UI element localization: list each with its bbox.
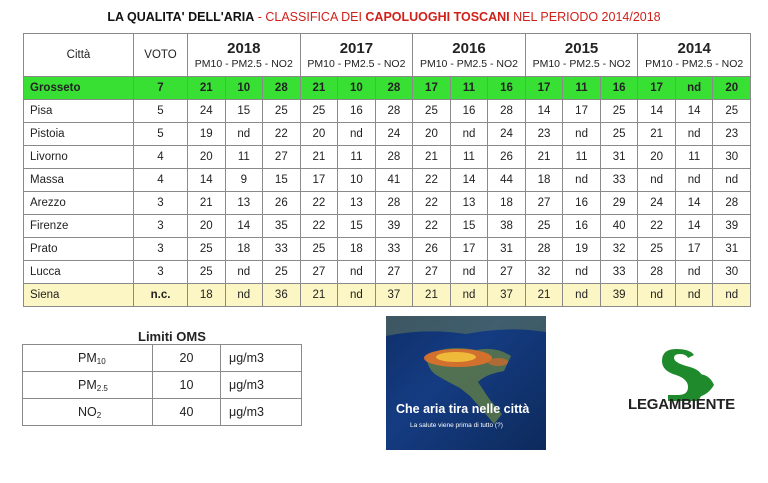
pollutant-name: PM (78, 377, 97, 392)
city-cell: Pistoia (24, 123, 134, 146)
year-header-2015: 2015 PM10 - PM2.5 - NO2 (525, 34, 638, 77)
value-cell: nd (638, 169, 676, 192)
value-cell: 33 (600, 169, 638, 192)
title-part-3: CAPOLUOGHI TOSCANI (365, 10, 510, 24)
city-cell: Massa (24, 169, 134, 192)
value-cell: 39 (375, 215, 413, 238)
value-cell: 21 (188, 192, 226, 215)
value-cell: 22 (413, 169, 451, 192)
value-cell: 28 (375, 192, 413, 215)
voto-cell: 3 (134, 261, 188, 284)
value-cell: 25 (300, 100, 338, 123)
value-cell: nd (338, 284, 376, 307)
value-cell: 11 (563, 77, 601, 100)
page-title (0, 10, 768, 24)
value-cell: 30 (713, 261, 751, 284)
value-cell: 33 (375, 238, 413, 261)
italy-pollution-map-icon (386, 316, 546, 450)
value-cell: 19 (563, 238, 601, 261)
value-cell: 40 (600, 215, 638, 238)
voto-cell: 4 (134, 146, 188, 169)
value-cell: 31 (488, 238, 526, 261)
value-cell: 16 (563, 192, 601, 215)
value-cell: 25 (263, 100, 301, 123)
value-cell: 21 (300, 77, 338, 100)
title-part-2: - CLASSIFICA DEI (254, 10, 366, 24)
value-cell: 22 (263, 123, 301, 146)
city-cell: Siena (24, 284, 134, 307)
voto-cell: 3 (134, 215, 188, 238)
value-cell: 37 (488, 284, 526, 307)
value-cell: 17 (450, 238, 488, 261)
voto-cell: 4 (134, 169, 188, 192)
value-cell: 11 (675, 146, 713, 169)
value-cell: 27 (375, 261, 413, 284)
value-cell: 26 (488, 146, 526, 169)
value-cell: 14 (225, 215, 263, 238)
table-row (24, 123, 751, 146)
value-cell: 20 (188, 215, 226, 238)
value-cell: 21 (300, 146, 338, 169)
table-row (24, 100, 751, 123)
value-cell: 16 (450, 100, 488, 123)
voto-cell: 3 (134, 192, 188, 215)
value-cell: 24 (488, 123, 526, 146)
value-cell: 28 (525, 238, 563, 261)
value-cell: 39 (600, 284, 638, 307)
value-cell: 22 (300, 215, 338, 238)
poster-caption: Che aria tira nelle città (396, 402, 530, 416)
value-cell: 25 (525, 215, 563, 238)
value-cell: 29 (600, 192, 638, 215)
voto-cell: 3 (134, 238, 188, 261)
value-cell: 21 (525, 146, 563, 169)
value-cell: 20 (413, 123, 451, 146)
city-cell: Livorno (24, 146, 134, 169)
unit-cell: μg/m3 (221, 345, 302, 372)
table-row (24, 238, 751, 261)
value-cell: 11 (225, 146, 263, 169)
value-cell: 14 (675, 192, 713, 215)
value-cell: 11 (450, 146, 488, 169)
city-cell: Pisa (24, 100, 134, 123)
voto-cell: 7 (134, 77, 188, 100)
value-cell: 15 (225, 100, 263, 123)
pollutant-subscript: 10 (96, 356, 106, 366)
value-cell: 25 (263, 261, 301, 284)
value-cell: 18 (488, 192, 526, 215)
table-body (24, 77, 751, 307)
voto-cell: 5 (134, 123, 188, 146)
city-cell: Arezzo (24, 192, 134, 215)
value-cell: 31 (713, 238, 751, 261)
value-cell: 27 (263, 146, 301, 169)
value-cell: 15 (450, 215, 488, 238)
value-cell: nd (638, 284, 676, 307)
value-cell: nd (713, 284, 751, 307)
value-cell: 15 (263, 169, 301, 192)
city-cell: Prato (24, 238, 134, 261)
pollutant-cell (23, 345, 153, 372)
value-cell: nd (450, 123, 488, 146)
value-cell: 11 (338, 146, 376, 169)
pollutant-subscript: 2.5 (96, 383, 108, 393)
oms-row (23, 345, 302, 372)
value-cell: 17 (525, 77, 563, 100)
value-cell: 17 (563, 100, 601, 123)
value-cell: 26 (413, 238, 451, 261)
value-cell: 39 (713, 215, 751, 238)
value-cell: nd (675, 77, 713, 100)
value-cell: nd (675, 284, 713, 307)
value-cell: nd (675, 169, 713, 192)
value-cell: 25 (413, 100, 451, 123)
voto-header: VOTO (134, 34, 188, 77)
value-cell: 21 (525, 284, 563, 307)
value-cell: 19 (188, 123, 226, 146)
value-cell: 41 (375, 169, 413, 192)
pollutant-name: NO (78, 404, 97, 419)
year-header-2014: 2014 PM10 - PM2.5 - NO2 (638, 34, 751, 77)
value-cell: 17 (413, 77, 451, 100)
value-cell: 10 (338, 77, 376, 100)
value-cell: 23 (713, 123, 751, 146)
value-cell: 25 (600, 100, 638, 123)
limit-value-cell: 40 (153, 399, 221, 426)
value-cell: 20 (638, 146, 676, 169)
value-cell: 24 (375, 123, 413, 146)
city-cell: Lucca (24, 261, 134, 284)
oms-limits-table (22, 344, 302, 426)
value-cell: 28 (375, 146, 413, 169)
value-cell: 22 (413, 192, 451, 215)
value-cell: 31 (600, 146, 638, 169)
table-row (24, 146, 751, 169)
value-cell: 25 (188, 238, 226, 261)
value-cell: 23 (525, 123, 563, 146)
value-cell: nd (338, 123, 376, 146)
value-cell: 37 (375, 284, 413, 307)
value-cell: 17 (638, 77, 676, 100)
voto-cell: n.c. (134, 284, 188, 307)
value-cell: 17 (300, 169, 338, 192)
value-cell: nd (225, 123, 263, 146)
city-header: Città (24, 34, 134, 77)
year-header-2017: 2017 PM10 - PM2.5 - NO2 (300, 34, 413, 77)
value-cell: nd (450, 284, 488, 307)
voto-cell: 5 (134, 100, 188, 123)
pollutant-cell (23, 372, 153, 399)
value-cell: 21 (188, 77, 226, 100)
value-cell: nd (713, 169, 751, 192)
value-cell: nd (563, 261, 601, 284)
value-cell: 11 (563, 146, 601, 169)
pollutant-name: PM (78, 350, 97, 365)
value-cell: nd (225, 261, 263, 284)
value-cell: 17 (675, 238, 713, 261)
value-cell: 25 (600, 123, 638, 146)
value-cell: 21 (638, 123, 676, 146)
value-cell: 16 (563, 215, 601, 238)
value-cell: 9 (225, 169, 263, 192)
value-cell: 16 (338, 100, 376, 123)
value-cell: nd (563, 284, 601, 307)
table-row (24, 284, 751, 307)
city-cell: Firenze (24, 215, 134, 238)
table-row (24, 192, 751, 215)
limit-value-cell: 20 (153, 345, 221, 372)
legambiente-logo-text: LEGAMBIENTE (628, 396, 735, 413)
value-cell: 28 (488, 100, 526, 123)
value-cell: 30 (713, 146, 751, 169)
value-cell: nd (675, 261, 713, 284)
poster-subcaption: La salute viene prima di tutto (?) (410, 422, 503, 429)
oms-row (23, 372, 302, 399)
value-cell: 36 (263, 284, 301, 307)
limit-value-cell: 10 (153, 372, 221, 399)
title-part-1: LA QUALITA' DELL'ARIA (107, 10, 255, 24)
value-cell: 25 (638, 238, 676, 261)
value-cell: 14 (675, 100, 713, 123)
title-part-4: NEL PERIODO 2014/2018 (509, 10, 661, 24)
value-cell: 25 (300, 238, 338, 261)
value-cell: 22 (300, 192, 338, 215)
value-cell: 44 (488, 169, 526, 192)
campaign-poster-image (386, 316, 546, 450)
value-cell: nd (225, 284, 263, 307)
value-cell: 20 (713, 77, 751, 100)
value-cell: 21 (413, 284, 451, 307)
value-cell: 13 (338, 192, 376, 215)
value-cell: nd (675, 123, 713, 146)
value-cell: 18 (525, 169, 563, 192)
value-cell: 18 (338, 238, 376, 261)
oms-title: Limiti OMS (138, 329, 206, 344)
value-cell: 20 (188, 146, 226, 169)
value-cell: 25 (713, 100, 751, 123)
value-cell: 32 (600, 238, 638, 261)
value-cell: 27 (488, 261, 526, 284)
value-cell: 28 (713, 192, 751, 215)
table-row (24, 261, 751, 284)
value-cell: 14 (675, 215, 713, 238)
value-cell: 28 (375, 77, 413, 100)
value-cell: 26 (263, 192, 301, 215)
value-cell: 27 (300, 261, 338, 284)
table-row (24, 215, 751, 238)
value-cell: nd (450, 261, 488, 284)
pollutant-subscript: 2 (96, 410, 102, 420)
value-cell: nd (563, 123, 601, 146)
table-row (24, 77, 751, 100)
city-cell: Grosseto (24, 77, 134, 100)
value-cell: nd (563, 169, 601, 192)
table-header-row (24, 34, 751, 77)
unit-cell: μg/m3 (221, 372, 302, 399)
value-cell: 38 (488, 215, 526, 238)
value-cell: 33 (600, 261, 638, 284)
value-cell: 25 (188, 261, 226, 284)
value-cell: 10 (225, 77, 263, 100)
value-cell: 21 (413, 146, 451, 169)
value-cell: 32 (525, 261, 563, 284)
value-cell: 24 (638, 192, 676, 215)
value-cell: 24 (188, 100, 226, 123)
value-cell: 33 (263, 238, 301, 261)
value-cell: 15 (338, 215, 376, 238)
value-cell: 27 (525, 192, 563, 215)
value-cell: 10 (338, 169, 376, 192)
value-cell: 14 (638, 100, 676, 123)
pollutant-cell (23, 399, 153, 426)
value-cell: 14 (450, 169, 488, 192)
value-cell: 13 (225, 192, 263, 215)
value-cell: 16 (600, 77, 638, 100)
value-cell: 35 (263, 215, 301, 238)
air-quality-table (23, 33, 751, 307)
value-cell: 22 (413, 215, 451, 238)
value-cell: 27 (413, 261, 451, 284)
value-cell: 20 (300, 123, 338, 146)
value-cell: 21 (300, 284, 338, 307)
table-row (24, 169, 751, 192)
value-cell: 16 (488, 77, 526, 100)
value-cell: 22 (638, 215, 676, 238)
oms-row (23, 399, 302, 426)
value-cell: nd (338, 261, 376, 284)
value-cell: 28 (638, 261, 676, 284)
value-cell: 18 (188, 284, 226, 307)
value-cell: 13 (450, 192, 488, 215)
value-cell: 11 (450, 77, 488, 100)
unit-cell: μg/m3 (221, 399, 302, 426)
value-cell: 28 (375, 100, 413, 123)
value-cell: 28 (263, 77, 301, 100)
value-cell: 14 (525, 100, 563, 123)
value-cell: 14 (188, 169, 226, 192)
year-header-2016: 2016 PM10 - PM2.5 - NO2 (413, 34, 526, 77)
value-cell: 18 (225, 238, 263, 261)
year-header-2018: 2018 PM10 - PM2.5 - NO2 (188, 34, 301, 77)
